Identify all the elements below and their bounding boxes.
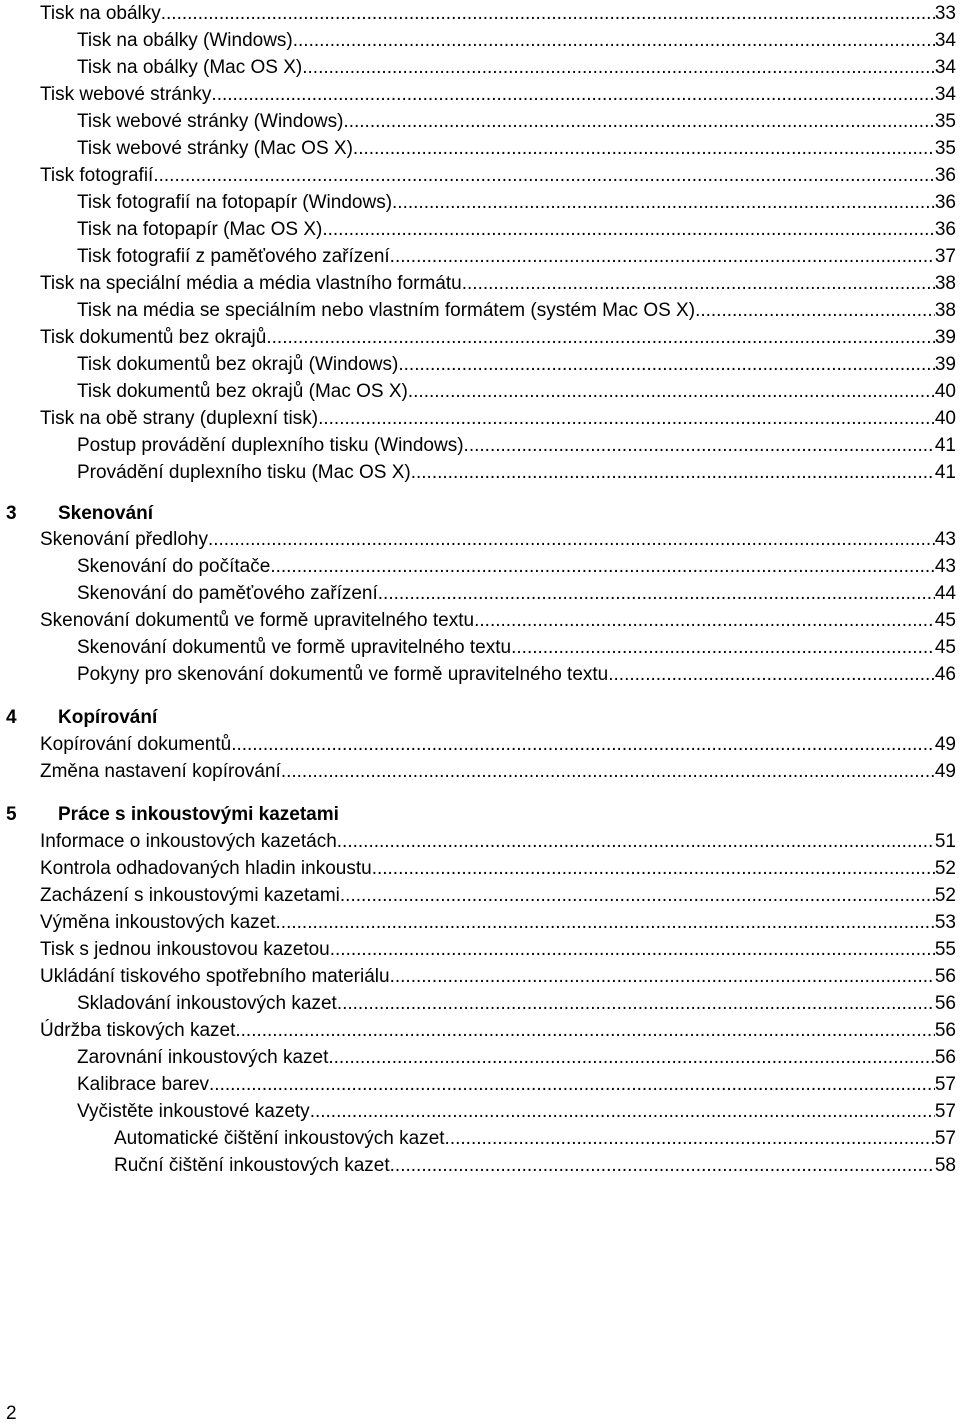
toc-entry-page: 45 [934,637,956,658]
toc-entry-page: 56 [934,1047,956,1068]
toc-entry[interactable] [77,1044,956,1071]
toc-entry[interactable] [40,607,956,634]
dot-leader [266,324,935,351]
toc-entry-page: 38 [934,273,956,294]
toc-entry-label: Pokyny pro skenování dokumentů ve formě upravitelného textu [77,664,609,685]
dot-leader [209,1071,935,1098]
page-number: 2 [6,1403,17,1424]
dot-leader [281,758,935,785]
toc-entry-label: Tisk s jednou inkoustovou kazetou [40,939,330,960]
dot-leader [235,1017,935,1044]
toc-entry-page: 36 [934,192,956,213]
toc-entry-page: 57 [934,1074,956,1095]
dot-leader [318,405,935,432]
toc-entry[interactable] [40,828,956,855]
dot-leader [608,661,935,688]
chapter-number: 5 [6,804,17,825]
toc-entry-label: Skenování dokumentů ve formě upravitelného textu [77,637,512,658]
dot-leader [337,990,935,1017]
dot-leader [302,54,935,81]
toc-entry-label: Kalibrace barev [77,1074,210,1095]
toc-entry-page: 51 [934,831,956,852]
toc-entry-label: Tisk fotografií [40,165,154,186]
toc-entry[interactable] [77,216,956,243]
toc-entry-label: Skladování inkoustových kazet [77,993,337,1014]
chapter-number: 3 [6,503,17,524]
toc-entry-page: 57 [934,1128,956,1149]
toc-entry-label: Tisk dokumentů bez okrajů (Windows) [77,354,399,375]
dot-leader [372,855,935,882]
toc-entry-label: Automatické čištění inkoustových kazet [114,1128,445,1149]
dot-leader [511,634,935,661]
dot-leader [392,189,935,216]
toc-entry-label: Tisk na speciální média a média vlastního formátu [40,273,462,294]
toc-entry-page: 56 [934,1020,956,1041]
toc-entry[interactable] [40,81,956,108]
toc-entry-label: Tisk dokumentů bez okrajů [40,327,267,348]
toc-entry-label: Tisk webové stránky [40,84,212,105]
toc-entry-label: Ruční čištění inkoustových kazet [114,1155,390,1176]
toc-entry-page: 41 [934,462,956,483]
toc-entry-page: 38 [934,300,956,321]
toc-entry[interactable] [77,432,956,459]
dot-leader [330,936,935,963]
toc-entry[interactable] [40,162,956,189]
dot-leader [328,1044,935,1071]
chapter-number: 4 [6,707,17,728]
toc-entry-page: 33 [934,3,956,24]
toc-entry-label: Tisk dokumentů bez okrajů (Mac OS X) [77,381,408,402]
toc-entry[interactable] [77,27,956,54]
dot-leader [322,216,935,243]
dot-leader [153,162,935,189]
chapter-title: Práce s inkoustovými kazetami [58,804,339,825]
toc-entry[interactable] [77,135,956,162]
dot-leader [353,135,935,162]
toc-entry-label: Ukládání tiskového spotřebního materiálu [40,966,390,987]
toc-entry-label: Údržba tiskových kazet [40,1020,236,1041]
toc-entry-page: 56 [934,966,956,987]
toc-entry-page: 41 [934,435,956,456]
toc-entry-label: Skenování dokumentů ve formě upravitelného textu [40,610,475,631]
toc-entry-label: Skenování do počítače [77,556,271,577]
toc-entry-page: 52 [934,858,956,879]
dot-leader [408,378,935,405]
toc-entry[interactable] [77,54,956,81]
toc-entry-page: 55 [934,939,956,960]
chapter-heading-5[interactable] [0,801,960,828]
toc-entry[interactable] [40,882,956,909]
toc-entry-page: 36 [934,165,956,186]
toc-entry-page: 34 [934,30,956,51]
dot-leader [390,963,935,990]
toc-entry-label: Tisk fotografií z paměťového zařízení. [77,246,395,267]
dot-leader [464,432,935,459]
toc-entry-label: Tisk na obálky (Mac OS X) [77,57,303,78]
toc-entry-page: 39 [934,327,956,348]
dot-leader [695,297,935,324]
dot-leader [276,909,935,936]
toc-entry-page: 46 [934,664,956,685]
toc-entry-page: 58 [934,1155,956,1176]
toc-entry-label: Provádění duplexního tisku (Mac OS X) [77,462,411,483]
toc-entry-page: 57 [934,1101,956,1122]
toc-entry-label: Tisk webové stránky (Windows) [77,111,344,132]
chapter-heading-3[interactable] [0,500,960,527]
toc-entry[interactable] [77,189,956,216]
toc-entry[interactable] [40,1017,956,1044]
toc-entry[interactable] [77,553,956,580]
toc-entry-label: Tisk fotografií na fotopapír (Windows) [77,192,393,213]
dot-leader [270,553,935,580]
dot-leader [293,27,935,54]
toc-entry[interactable] [77,243,956,270]
toc-entry-label: Tisk webové stránky (Mac OS X) [77,138,353,159]
toc-entry-label: Kontrola odhadovaných hladin inkoustu [40,858,372,879]
toc-entry[interactable] [77,634,956,661]
toc-entry[interactable] [40,405,956,432]
toc-entry-page: 40 [934,408,956,429]
toc-entry-page: 52 [934,885,956,906]
toc-entry[interactable] [40,936,956,963]
toc-entry[interactable] [40,0,956,27]
dot-leader [161,0,935,27]
dot-leader [340,882,935,909]
toc-entry[interactable] [40,526,956,553]
toc-entry[interactable] [77,1098,956,1125]
toc-entry-page: 49 [934,734,956,755]
toc-entry[interactable] [114,1152,956,1179]
toc-entry[interactable] [40,731,956,758]
toc-entry-label: Tisk na fotopapír (Mac OS X) [77,219,323,240]
dot-leader [445,1125,935,1152]
toc-entry[interactable] [40,324,956,351]
toc-entry-page: 37 [934,246,956,267]
toc-entry-page: 35 [934,138,956,159]
toc-entry-label: Zarovnání inkoustových kazet [77,1047,329,1068]
toc-entry-page: 34 [934,84,956,105]
toc-entry-page: 39 [934,354,956,375]
toc-entry-page: 40 [934,381,956,402]
chapter-heading-4[interactable] [0,704,960,731]
dot-leader [211,81,934,108]
dot-leader [462,270,935,297]
toc-entry-page: 35 [934,111,956,132]
toc-entry-page: 36 [934,219,956,240]
toc-entry[interactable] [40,909,956,936]
toc-entry[interactable] [40,963,956,990]
toc-entry[interactable] [77,580,956,607]
toc-entry-label: Tisk na obálky [40,3,161,24]
toc-entry-label: Kopírování dokumentů [40,734,232,755]
dot-leader [411,459,935,486]
toc-entry-page: 56 [934,993,956,1014]
toc-entry-page: 43 [934,556,956,577]
toc-entry-label: Tisk na obálky (Windows) [77,30,293,51]
toc-entry[interactable] [40,270,956,297]
dot-leader [474,607,935,634]
dot-leader [390,1152,935,1179]
dot-leader [343,108,934,135]
dot-leader [231,731,935,758]
dot-leader [378,580,935,607]
toc-entry-page: 43 [934,529,956,550]
toc-entry-page: 44 [934,583,956,604]
toc-entry-page: 34 [934,57,956,78]
toc-entry-label: Skenování do paměťového zařízení [77,583,378,604]
chapter-title: Skenování [58,503,154,524]
toc-entry-page: 49 [934,761,956,782]
dot-leader [395,243,935,270]
toc-entry-label: Tisk na obě strany (duplexní tisk) [40,408,319,429]
toc-entry[interactable] [40,758,956,785]
toc-entry[interactable] [40,855,956,882]
toc-entry[interactable] [77,108,956,135]
dot-leader [337,828,935,855]
toc-entry[interactable] [77,1071,956,1098]
toc-entry-label: Vyčistěte inkoustové kazety [77,1101,310,1122]
toc-entry-label: Postup provádění duplexního tisku (Windows) [77,435,464,456]
toc-entry-label: Tisk na média se speciálním nebo vlastním formátem (systém Mac OS X) [77,300,696,321]
toc-entry[interactable] [77,661,956,688]
toc-entry[interactable] [77,459,956,486]
toc-entry[interactable] [77,351,956,378]
toc-entry[interactable] [114,1125,956,1152]
toc-entry-label: Výměna inkoustových kazet [40,912,276,933]
toc-entry-label: Změna nastavení kopírování [40,761,281,782]
dot-leader [310,1098,935,1125]
toc-entry[interactable] [77,990,956,1017]
toc-entry[interactable] [77,378,956,405]
dot-leader [208,526,935,553]
toc-entry[interactable] [77,297,956,324]
toc-entry-page: 45 [934,610,956,631]
toc-entry-label: Zacházení s inkoustovými kazetami [40,885,340,906]
toc-entry-label: Skenování předlohy [40,529,208,550]
toc-entry-label: Informace o inkoustových kazetách [40,831,337,852]
dot-leader [398,351,935,378]
toc-entry-page: 53 [934,912,956,933]
chapter-title: Kopírování [58,707,158,728]
